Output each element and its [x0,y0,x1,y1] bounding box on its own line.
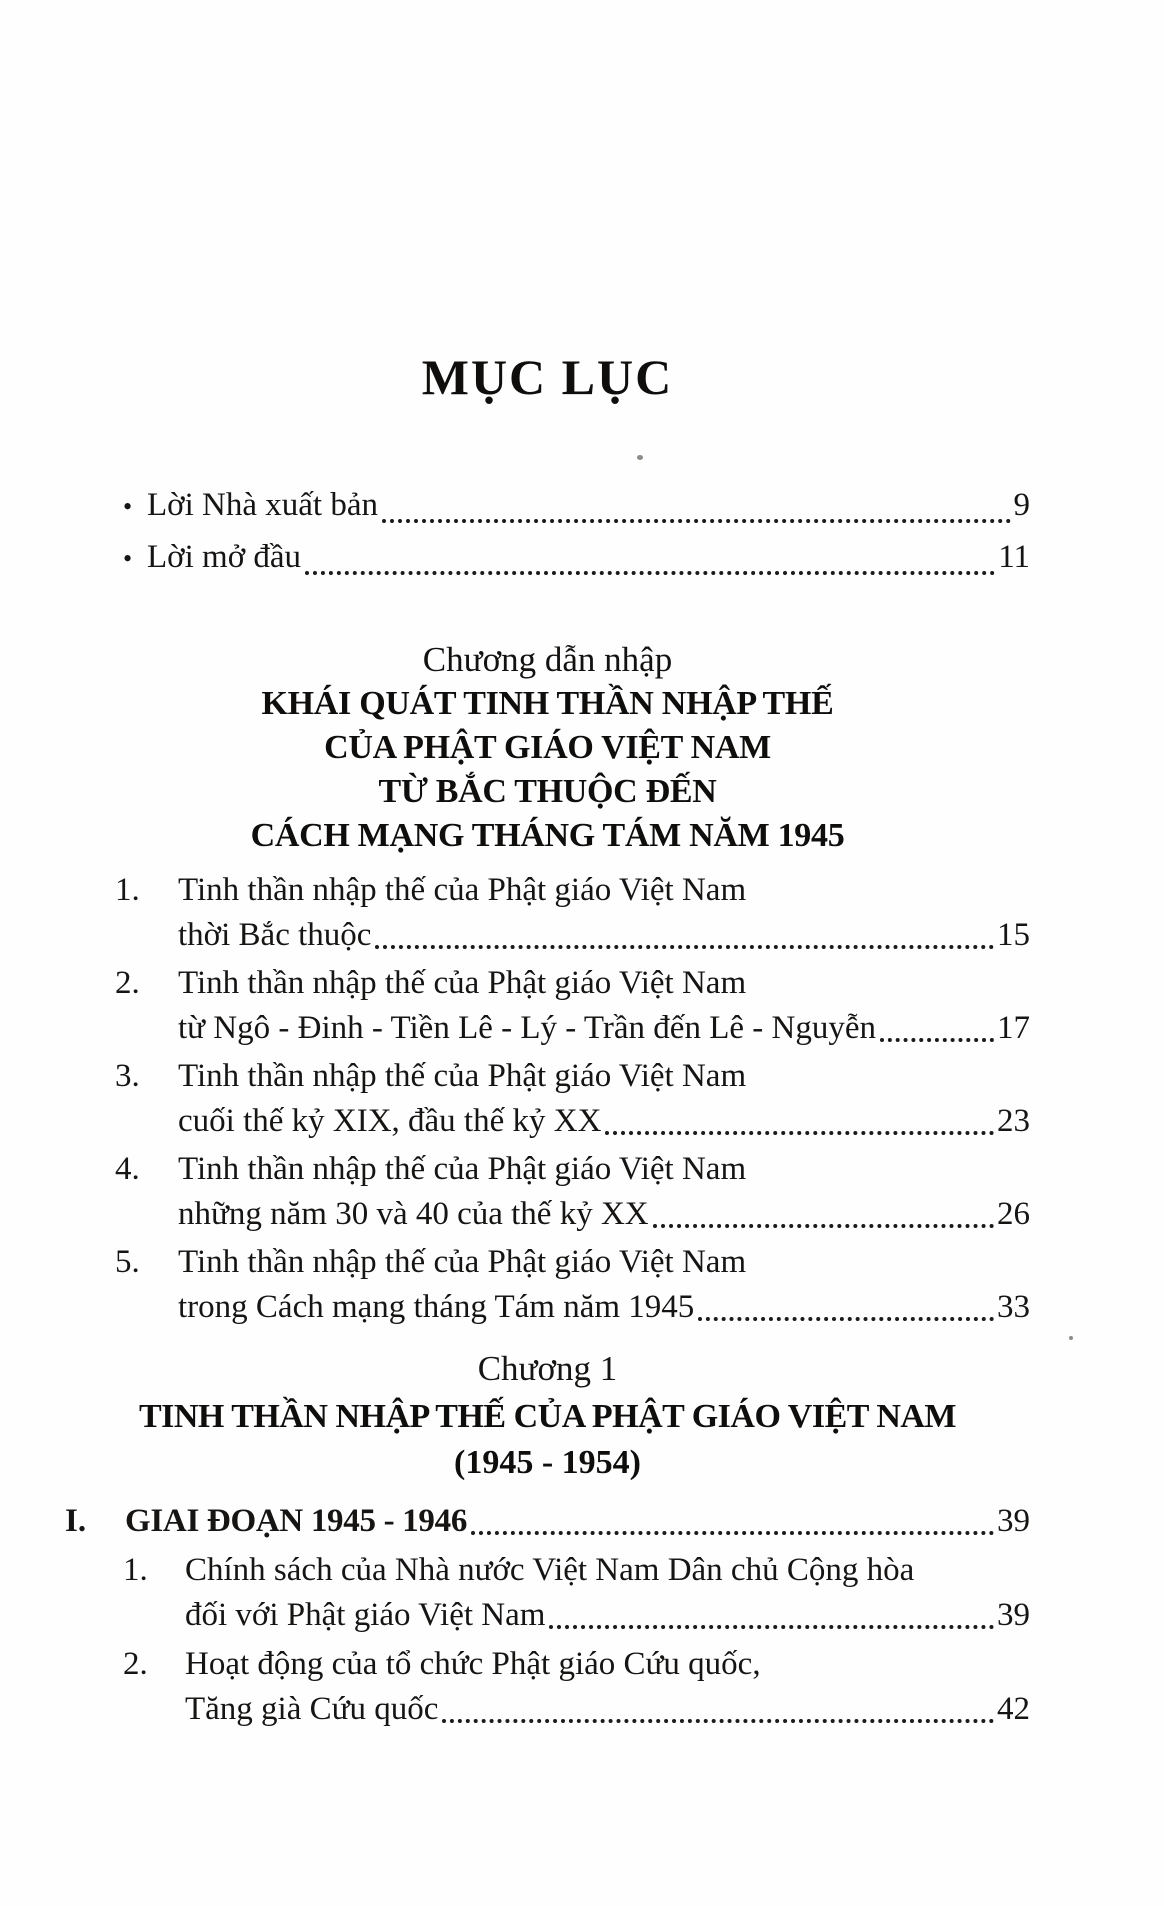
section-label: GIAI ĐOẠN 1945 - 1946 [125,1503,468,1539]
item-line2-text: đối với Phật giáo Việt Nam [185,1597,546,1633]
dot-leader [305,571,995,575]
intro-chapter-title-line: CÁCH MẠNG THÁNG TÁM NĂM 1945 [250,817,845,854]
intro-chapter-title [65,682,1030,858]
intro-item-list [65,868,1030,1330]
bullet-icon: • [123,544,133,573]
item-line2 [185,1593,1030,1638]
intro-chapter-title-line: TỪ BẮC THUỘC ĐẾN [378,773,717,810]
dot-leader [549,1625,994,1629]
page-title: MỤC LỤC [421,349,674,405]
item-line2-text: những năm 30 và 40 của thế kỷ XX [178,1196,649,1232]
dot-leader [653,1224,994,1228]
item-body [178,961,1030,1051]
toc-item [65,1240,1030,1330]
toc-item [65,961,1030,1051]
bullet-icon: • [123,492,133,521]
page-number: 42 [997,1691,1030,1727]
item-body [178,1147,1030,1237]
item-line2 [178,1099,1030,1144]
intro-chapter-title-line: CỦA PHẬT GIÁO VIỆT NAM [324,729,771,766]
item-line2 [178,1006,1030,1051]
dot-leader [605,1131,994,1135]
scan-speck [637,455,643,460]
item-line1: Tinh thần nhập thế của Phật giáo Việt Nam [178,1058,747,1094]
page-number: 11 [998,539,1030,575]
toc-item [65,1147,1030,1237]
chapter1-kicker: Chương 1 [477,1349,618,1388]
section-numeral: I. [65,1503,87,1539]
item-line2-text: Tăng già Cứu quốc [185,1691,439,1727]
dot-leader [442,1719,994,1723]
entry-label: Lời mở đầu [147,539,302,575]
dot-leader [382,519,1011,523]
page-number: 39 [997,1597,1030,1633]
toc-content [65,349,1030,1732]
item-line1: Tinh thần nhập thế của Phật giáo Việt Nam [178,965,747,1001]
page-number: 26 [997,1196,1030,1232]
item-body [178,1240,1030,1330]
page-number: 15 [997,917,1030,953]
page-number: 17 [997,1010,1030,1046]
item-line2 [178,1192,1030,1237]
front-matter-list [65,480,1030,584]
chapter1-item-list [65,1548,1030,1732]
item-body [178,868,1030,958]
toc-item [65,1054,1030,1144]
scan-speck [1069,1336,1073,1340]
item-number: 2. [115,965,140,1001]
item-body [185,1548,1030,1638]
page-number: 23 [997,1103,1030,1139]
item-number: 2. [123,1646,148,1682]
page-number: 33 [997,1289,1030,1325]
item-number: 1. [115,872,140,908]
dot-leader [471,1531,994,1535]
chapter1-title: TINH THẦN NHẬP THẾ CỦA PHẬT GIÁO VIỆT NAM [138,1398,957,1435]
item-line2-text: cuối thế kỷ XIX, đầu thế kỷ XX [178,1103,602,1139]
toc-entry [65,480,1030,532]
entry-label: Lời Nhà xuất bản [147,487,378,523]
item-line1: Tinh thần nhập thế của Phật giáo Việt Nam [178,1151,747,1187]
section-row [65,1498,1030,1544]
item-line2 [185,1687,1030,1732]
toc-item [65,868,1030,958]
intro-chapter-title-line: KHÁI QUÁT TINH THẦN NHẬP THẾ [261,685,834,722]
item-line2-text: thời Bắc thuộc [178,917,372,953]
intro-chapter-kicker: Chương dẫn nhập [422,640,673,679]
item-number: 4. [115,1151,140,1187]
item-line2-text: trong Cách mạng tháng Tám năm 1945 [178,1289,695,1325]
item-line2-text: từ Ngô - Đinh - Tiền Lê - Lý - Trần đến Lê - Nguyễn [178,1010,876,1046]
item-number: 1. [123,1552,148,1588]
item-body [178,1054,1030,1144]
item-line1: Hoạt động của tổ chức Phật giáo Cứu quốc, [185,1646,761,1682]
toc-item [65,1642,1030,1732]
item-number: 3. [115,1058,140,1094]
item-line1: Chính sách của Nhà nước Việt Nam Dân chủ Cộng hòa [185,1552,915,1588]
chapter1-subtitle: (1945 - 1954) [454,1444,641,1481]
dot-leader [880,1038,994,1042]
dot-leader [375,945,994,949]
item-number: 5. [115,1244,140,1280]
page-number: 39 [997,1503,1030,1539]
item-line1: Tinh thần nhập thế của Phật giáo Việt Nam [178,1244,747,1280]
item-line2 [178,1285,1030,1330]
dot-leader [698,1317,994,1321]
item-line2 [178,913,1030,958]
toc-item [65,1548,1030,1638]
item-line1: Tinh thần nhập thế của Phật giáo Việt Nam [178,872,747,908]
item-body [185,1642,1030,1732]
page-number: 9 [1013,487,1030,523]
toc-entry [65,532,1030,584]
